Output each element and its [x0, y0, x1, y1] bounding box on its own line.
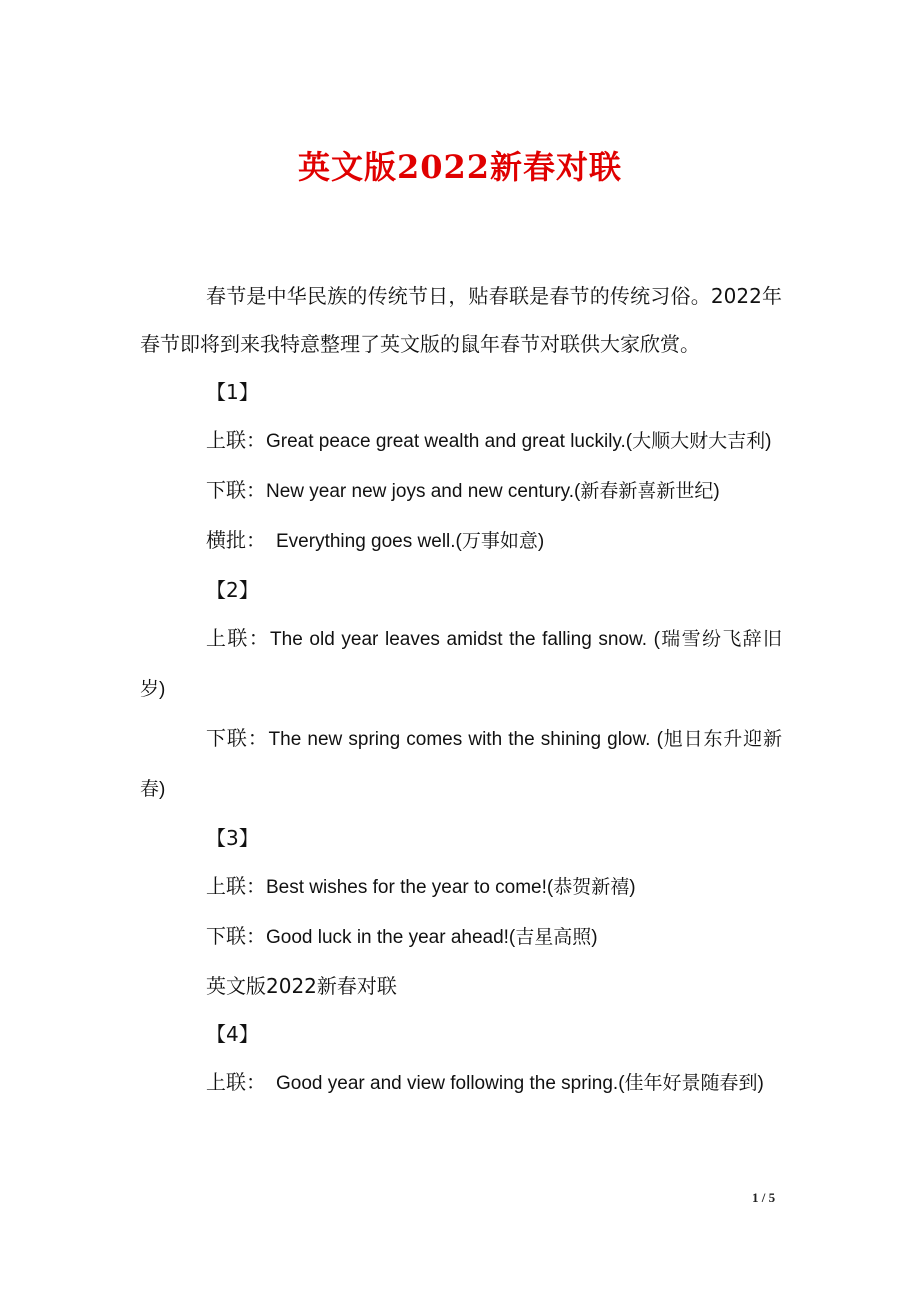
section-marker-1: 【1】 [206, 380, 259, 404]
couplet-label: 上联： [206, 1070, 266, 1094]
couplet-label: 下联： [206, 924, 266, 948]
document-title: 英文版2022新春对联 [297, 148, 623, 186]
couplet-line [140, 912, 782, 962]
couplet-line [140, 1058, 782, 1108]
couplet-text: New year new joys and new century.(新春新喜新世纪) [266, 481, 720, 502]
couplet-text: Best wishes for the year to come!(恭贺新禧) [266, 877, 636, 898]
couplet-label: 上联： [206, 874, 266, 898]
couplet-line [140, 862, 782, 912]
couplet-text: The new spring comes with the shining glow. (旭日东升迎新春) [140, 729, 782, 800]
couplet-label: 横批： [206, 528, 266, 552]
couplet-text: Good year and view following the spring.(佳年好景随春到) [276, 1073, 764, 1094]
couplet-line [140, 466, 782, 516]
page-number: 1 / 5 [752, 1190, 776, 1205]
repeat-title: 英文版2022新春对联 [206, 974, 397, 998]
couplet-label: 上联： [206, 428, 266, 452]
couplet-text: Good luck in the year ahead!(吉星高照) [266, 927, 598, 948]
section-marker-3: 【3】 [206, 826, 259, 850]
couplet-label: 上联： [206, 626, 271, 650]
intro-paragraph: 春节是中华民族的传统节日，贴春联是春节的传统习俗。2022年春节即将到来我特意整理了英文版的鼠年春节对联供大家欣赏。 [140, 284, 782, 356]
section-marker-2: 【2】 [206, 578, 259, 602]
couplet-label: 下联： [206, 726, 269, 750]
document-body [140, 272, 782, 1108]
couplet-line [140, 516, 782, 566]
couplet-line [140, 714, 782, 814]
section-marker-4: 【4】 [206, 1022, 259, 1046]
couplet-text: Everything goes well.(万事如意) [276, 531, 545, 552]
couplet-text: Great peace great wealth and great luckily.(大顺大财大吉利) [266, 431, 772, 452]
couplet-text: The old year leaves amidst the falling snow. (瑞雪纷飞辞旧岁) [140, 629, 783, 700]
couplet-line [140, 614, 782, 714]
couplet-line [140, 416, 782, 466]
couplet-label: 下联： [206, 478, 266, 502]
